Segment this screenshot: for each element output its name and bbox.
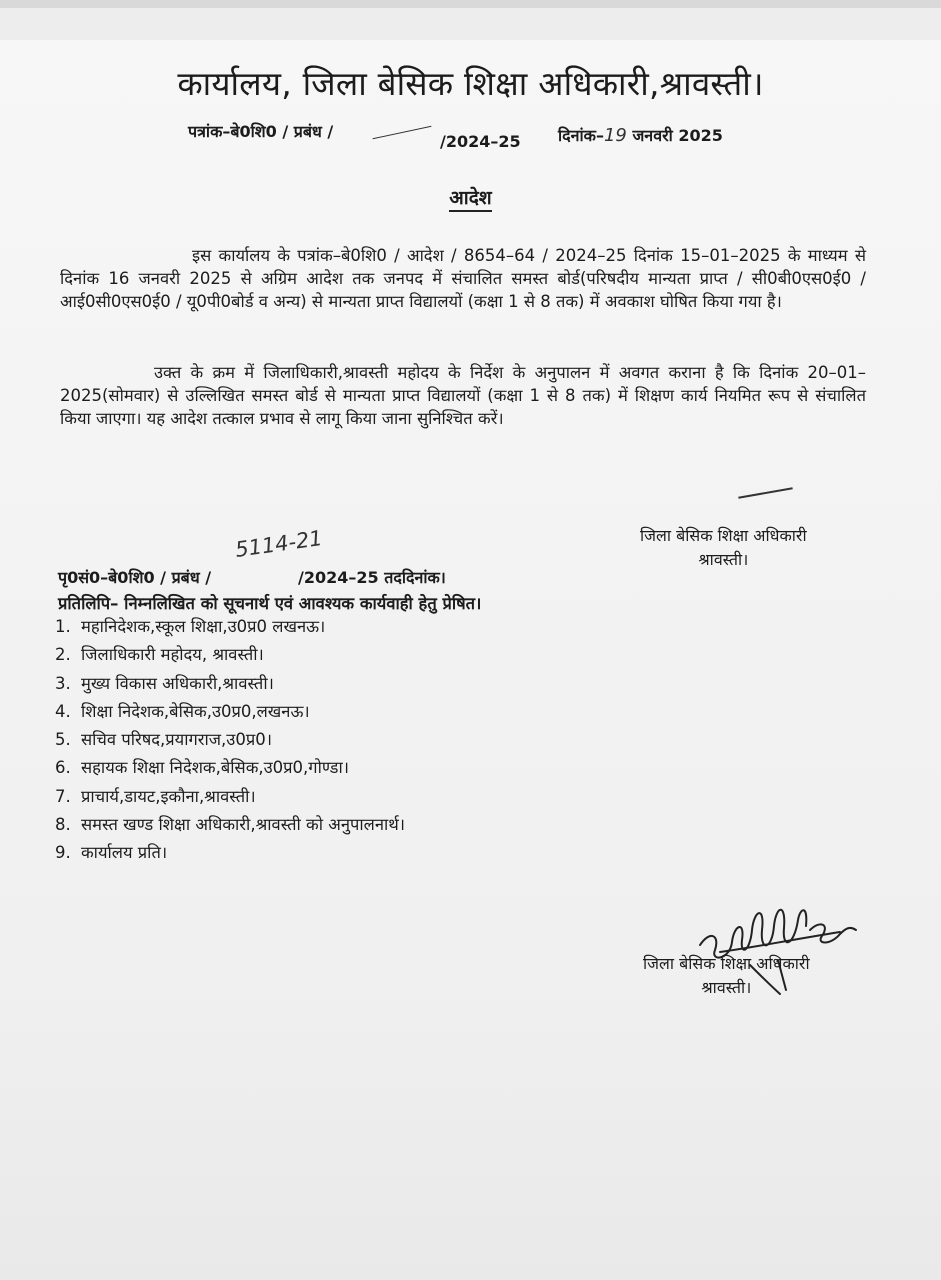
list-item: 2. जिलाधिकारी महोदय, श्रावस्ती। bbox=[55, 645, 264, 665]
reference-date bbox=[558, 124, 723, 146]
list-item: 8. समस्त खण्ड शिक्षा अधिकारी,श्रावस्ती को अनुपालनार्थ। bbox=[55, 815, 406, 835]
reference-date-label: दिनांक– bbox=[558, 126, 604, 145]
list-item: 9. कार्यालय प्रति। bbox=[55, 843, 168, 863]
signature-1-place: श्रावस्ती। bbox=[698, 550, 749, 569]
top-border-strip bbox=[0, 0, 941, 8]
reference-prefix: पत्रांक–बे0शि0 / प्रबंध / bbox=[188, 122, 334, 141]
order-paragraph-1: इस कार्यालय के पत्रांक–बे0शि0 / आदेश / 8654–64 / 2024–25 दिनांक 15–01–2025 के माध्यम से दिनांक 16 जनवरी 2025 से अग्रिम आदेश तक जनपद में संचालित समस्त बोर्ड(परिषदीय मान्यता प्राप्त / सी0बी0एस0ई0 / आई0सी0एस0ई0 / यू0पी0बोर्ड व अन्य) से मान्यता प्राप्त विद्यालयों (कक्षा 1 से 8 तक) में अवकाश घोषित किया गया है। bbox=[60, 245, 866, 311]
order-heading bbox=[0, 184, 941, 210]
signature-2-place: श्रावस्ती। bbox=[701, 978, 752, 997]
list-item: 5. सचिव परिषद,प्रयागराज,उ0प्र0। bbox=[55, 730, 272, 750]
copy-reference-prefix: पृ0सं0–बे0शि0 / प्रबंध / bbox=[58, 568, 212, 587]
signature-2-designation: जिला बेसिक शिक्षा अधिकारी bbox=[643, 954, 810, 973]
recipient-list bbox=[55, 613, 405, 868]
copy-reference-suffix: /2024–25 तददिनांक। bbox=[298, 568, 446, 587]
signature-block-1 bbox=[640, 524, 807, 572]
office-title: कार्यालय, जिला बेसिक शिक्षा अधिकारी,श्रावस्ती। bbox=[177, 64, 764, 103]
list-item: 4. शिक्षा निदेशक,बेसिक,उ0प्र0,लखनऊ। bbox=[55, 701, 310, 721]
list-item: 6. सहायक शिक्षा निदेशक,बेसिक,उ0प्र0,गोण्डा। bbox=[55, 758, 350, 778]
reference-date-rest: जनवरी 2025 bbox=[632, 126, 723, 145]
list-item: 3. मुख्य विकास अधिकारी,श्रावस्ती। bbox=[55, 673, 274, 693]
reference-date-handwritten: 19 bbox=[603, 125, 627, 146]
list-item: 7. प्राचार्य,डायट,इकौना,श्रावस्ती। bbox=[55, 786, 256, 806]
list-item: 1. महानिदेशक,स्कूल शिक्षा,उ0प्र0 लखनऊ। bbox=[55, 617, 326, 636]
signature-block-2 bbox=[643, 952, 810, 1000]
reference-year: /2024–25 bbox=[440, 132, 521, 151]
copy-handwritten-number: 5114-21 bbox=[233, 526, 324, 562]
signature-1-designation: जिला बेसिक शिक्षा अधिकारी bbox=[640, 526, 807, 545]
order-paragraph-2: उक्त के क्रम में जिलाधिकारी,श्रावस्ती महोदय के निर्देश के अनुपालन में अवगत कराना है कि दिनांक 20–01–2025(सोमवार) से उल्लिखित समस्त बोर्ड से मान्यता प्राप्त विद्यालयों (कक्षा 1 से 8 तक) में शिक्षण कार्य नियमित रूप से संचालित किया जाएगा। यह आदेश तत्काल प्रभाव से लागू किया जाना सुनिश्चित करें। bbox=[60, 362, 866, 428]
order-heading-text: आदेश bbox=[449, 187, 491, 212]
pratilipi-line: प्रतिलिपि– निम्नलिखित को सूचनार्थ एवं आवश्यक कार्यवाही हेतु प्रेषित। bbox=[58, 594, 482, 613]
